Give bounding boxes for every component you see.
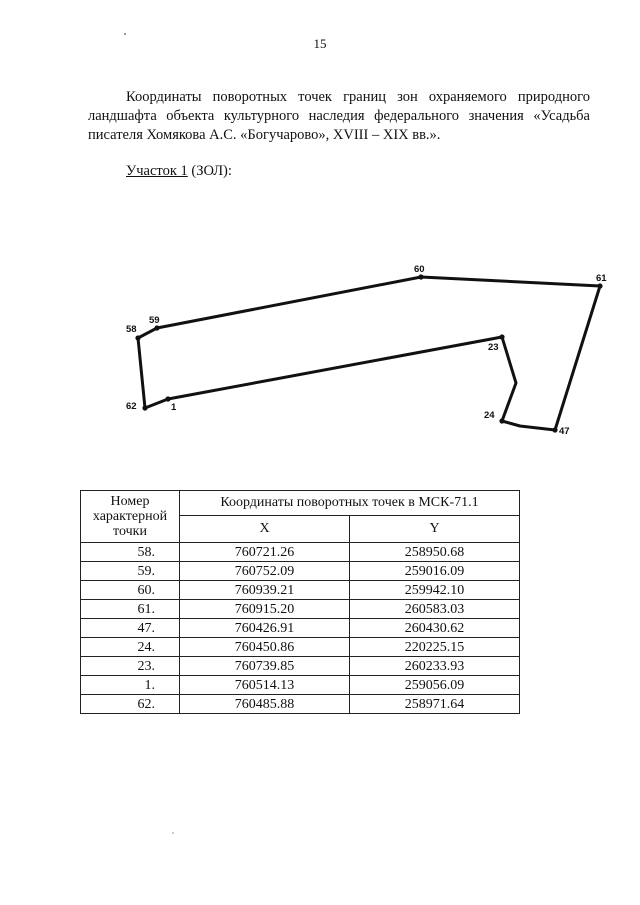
table-row bbox=[81, 562, 520, 581]
point-number: 24. bbox=[81, 638, 180, 657]
coord-x: 760739.85 bbox=[180, 657, 350, 676]
section-name: Участок 1 bbox=[126, 163, 188, 179]
coord-y: 259056.09 bbox=[350, 676, 520, 695]
table-row bbox=[81, 581, 520, 600]
table-row bbox=[81, 638, 520, 657]
coord-y: 260233.93 bbox=[350, 657, 520, 676]
page-number: 15 bbox=[313, 36, 327, 51]
vertex-marker bbox=[142, 405, 147, 410]
vertex-label: 59 bbox=[149, 315, 160, 326]
vertex-label: 24 bbox=[484, 410, 495, 421]
coord-x: 760485.88 bbox=[180, 695, 350, 714]
table-row bbox=[81, 676, 520, 695]
coord-x: 760915.20 bbox=[180, 600, 350, 619]
vertex-marker bbox=[154, 325, 159, 330]
coord-y: 220225.15 bbox=[350, 638, 520, 657]
vertex-marker bbox=[165, 396, 170, 401]
boundary-polygon bbox=[138, 277, 600, 430]
header-x: X bbox=[180, 516, 350, 543]
vertex-marker bbox=[499, 418, 504, 423]
point-number: 62. bbox=[81, 695, 180, 714]
table-row bbox=[81, 695, 520, 714]
coord-x: 760721.26 bbox=[180, 543, 350, 562]
vertex-marker bbox=[552, 427, 557, 432]
coord-x: 760752.09 bbox=[180, 562, 350, 581]
point-number: 60. bbox=[81, 581, 180, 600]
coord-x: 760939.21 bbox=[180, 581, 350, 600]
point-number: 58. bbox=[81, 543, 180, 562]
coord-x: 760450.86 bbox=[180, 638, 350, 657]
coord-y: 258971.64 bbox=[350, 695, 520, 714]
vertex-label: 47 bbox=[559, 426, 570, 437]
point-number: 1. bbox=[81, 676, 180, 695]
table-row bbox=[81, 619, 520, 638]
table-row bbox=[81, 600, 520, 619]
coordinates-table bbox=[80, 490, 520, 714]
coord-y: 259016.09 bbox=[350, 562, 520, 581]
vertex-label: 62 bbox=[126, 401, 137, 412]
vertex-marker bbox=[418, 274, 423, 279]
point-number: 47. bbox=[81, 619, 180, 638]
coord-y: 260430.62 bbox=[350, 619, 520, 638]
coord-y: 258950.68 bbox=[350, 543, 520, 562]
coord-x: 760514.13 bbox=[180, 676, 350, 695]
vertex-label: 60 bbox=[414, 264, 425, 275]
coord-x: 760426.91 bbox=[180, 619, 350, 638]
scan-speck bbox=[124, 33, 126, 35]
vertex-label: 58 bbox=[126, 324, 137, 335]
point-number: 59. bbox=[81, 562, 180, 581]
point-number: 61. bbox=[81, 600, 180, 619]
table-row bbox=[81, 543, 520, 562]
header-y: Y bbox=[350, 516, 520, 543]
vertex-label: 61 bbox=[596, 273, 607, 284]
document-heading: Координаты поворотных точек границ зон охраняемого природного ландшафта объекта культурного наследия федерального значения «Усадьба писателя Хомякова А.С. «Богучарово», XVIII – XIX вв.». bbox=[88, 89, 590, 143]
point-number: 23. bbox=[81, 657, 180, 676]
coord-y: 260583.03 bbox=[350, 600, 520, 619]
header-point-number: Номер характерной точки bbox=[81, 491, 180, 543]
vertex-label: 1 bbox=[171, 402, 177, 413]
coord-y: 259942.10 bbox=[350, 581, 520, 600]
vertex-marker bbox=[597, 283, 602, 288]
header-coordinates: Координаты поворотных точек в МСК-71.1 bbox=[180, 491, 520, 516]
table-row bbox=[81, 657, 520, 676]
section-code: (ЗОЛ): bbox=[191, 163, 232, 179]
vertex-marker bbox=[499, 334, 504, 339]
vertex-marker bbox=[135, 335, 140, 340]
scan-speck bbox=[172, 832, 174, 834]
vertex-label: 23 bbox=[488, 342, 499, 353]
